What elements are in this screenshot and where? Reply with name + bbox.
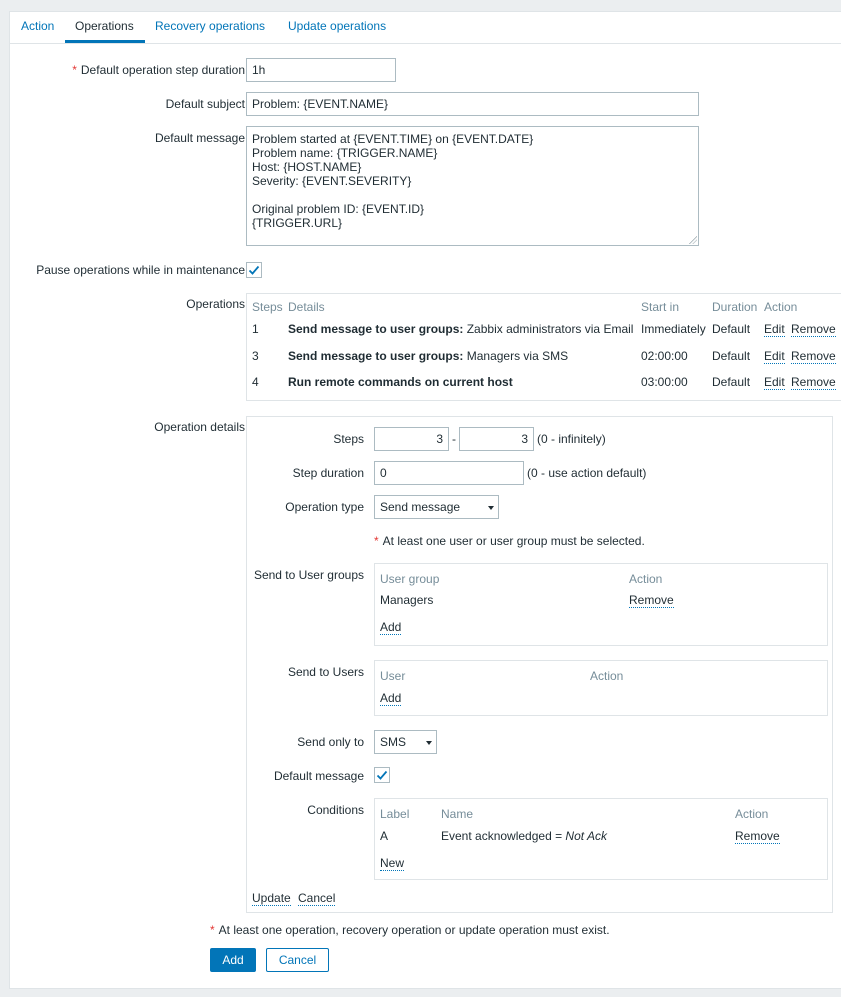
default-subject-input[interactable]: Problem: {EVENT.NAME} [246,92,699,116]
operation-type-label: Operation type [285,500,364,514]
col-header-name: Name [441,807,474,821]
col-header-label: Label [380,807,410,821]
active-tab-indicator [65,40,145,43]
checkmark-icon [248,264,260,276]
add-user-link[interactable]: Add [380,691,402,705]
op-step: 3 [252,349,259,363]
pause-maintenance-checkbox[interactable] [246,262,262,278]
col-header-action: Action [764,300,798,314]
col-header-start-in: Start in [641,300,680,314]
default-message-detail-label: Default message [273,769,364,783]
col-header-user-group: User group [380,572,440,586]
op-details: Run remote commands on current host [288,375,513,389]
cancel-button[interactable]: Cancel [266,948,329,972]
required-marker: * [374,534,379,548]
users-table [374,660,828,716]
send-only-to-select[interactable]: SMS [374,730,437,754]
op-start-in: Immediately [641,322,706,336]
op-edit-link[interactable]: Edit [764,375,785,389]
message-line: Severity: {EVENT.SEVERITY} [252,174,412,188]
steps-separator: - [452,432,456,446]
default-subject-label: Default subject [165,97,245,111]
user-required-note: * At least one user or user group must be selected. [374,534,645,548]
op-duration: Default [712,322,751,336]
condition-name: Event acknowledged = Not Ack [441,829,607,843]
op-edit-link[interactable]: Edit [764,322,785,336]
condition-label: A [380,829,389,843]
message-line: Problem name: {TRIGGER.NAME} [252,146,438,160]
operation-type-select[interactable]: Send message [374,495,499,519]
op-details: Send message to user groups: Managers via SMS [288,349,569,363]
op-duration: Default [712,375,751,389]
col-header-action: Action [735,807,769,821]
send-only-to-label: Send only to [297,735,364,749]
col-header-action: Action [590,669,624,683]
new-condition-link[interactable]: New [380,856,405,870]
condition-remove-link[interactable]: Remove [735,829,780,843]
checkmark-icon [376,769,388,781]
user-group-name: Managers [380,593,434,607]
message-line: Problem started at {EVENT.TIME} on {EVENT.DATE} [252,132,534,146]
op-step: 1 [252,322,259,336]
step-duration-detail-input[interactable]: 0 [374,461,524,485]
step-duration-input[interactable]: 1h [246,58,396,82]
update-operation-link[interactable]: Update [252,891,291,905]
step-duration-hint: (0 - use action default) [527,466,647,480]
op-details: Send message to user groups: Zabbix administrators via Email [288,322,634,336]
col-header-duration: Duration [712,300,758,314]
op-remove-link[interactable]: Remove [791,322,836,336]
tab-update-operations[interactable]: Update operations [288,19,387,33]
chevron-down-icon [426,741,432,745]
default-message-checkbox[interactable] [374,767,390,783]
col-header-user: User [380,669,406,683]
user-groups-table [374,563,828,646]
user-group-remove-link[interactable]: Remove [629,593,674,607]
steps-from-input[interactable]: 3 [374,427,449,451]
operation-details-box [246,416,833,913]
steps-to-input[interactable]: 3 [459,427,534,451]
col-header-details: Details [288,300,325,314]
message-line: {TRIGGER.URL} [252,216,343,230]
steps-hint: (0 - infinitely) [537,432,606,446]
message-line: Original problem ID: {EVENT.ID} [252,202,425,216]
chevron-down-icon [488,506,494,510]
op-start-in: 03:00:00 [641,375,688,389]
op-start-in: 02:00:00 [641,349,688,363]
message-line: Host: {HOST.NAME} [252,160,362,174]
op-remove-link[interactable]: Remove [791,375,836,389]
operation-details-label: Operation details [154,420,245,434]
default-message-textarea[interactable] [246,126,699,246]
cancel-operation-link[interactable]: Cancel [298,891,336,905]
op-duration: Default [712,349,751,363]
col-header-steps: Steps [252,300,283,314]
resize-grip-icon[interactable] [689,236,697,244]
required-marker: * [210,923,215,937]
step-duration-label: * Default operation step duration [72,63,245,77]
tab-recovery-operations[interactable]: Recovery operations [155,19,266,33]
op-remove-link[interactable]: Remove [791,349,836,363]
add-user-group-link[interactable]: Add [380,620,402,634]
operation-required-note: * At least one operation, recovery operation or update operation must exist. [210,923,610,937]
col-header-action: Action [629,572,663,586]
send-to-users-label: Send to Users [287,665,364,679]
tab-operations[interactable]: Operations [75,19,134,33]
default-message-label: Default message [154,131,245,145]
action-form-panel [9,11,841,989]
conditions-table [374,798,828,880]
send-to-user-groups-label: Send to User groups [253,568,364,582]
message-line [252,188,693,202]
add-button[interactable]: Add [210,948,256,972]
pause-maintenance-label: Pause operations while in maintenance [36,263,245,277]
tab-bar [10,12,841,44]
steps-label: Steps [333,432,364,446]
op-edit-link[interactable]: Edit [764,349,785,363]
required-marker: * [72,63,77,77]
tab-action[interactable]: Action [21,19,55,33]
step-duration-detail-label: Step duration [292,466,364,480]
conditions-label: Conditions [307,803,364,817]
operations-table [246,293,841,401]
operations-label: Operations [186,297,245,311]
op-step: 4 [252,375,259,389]
